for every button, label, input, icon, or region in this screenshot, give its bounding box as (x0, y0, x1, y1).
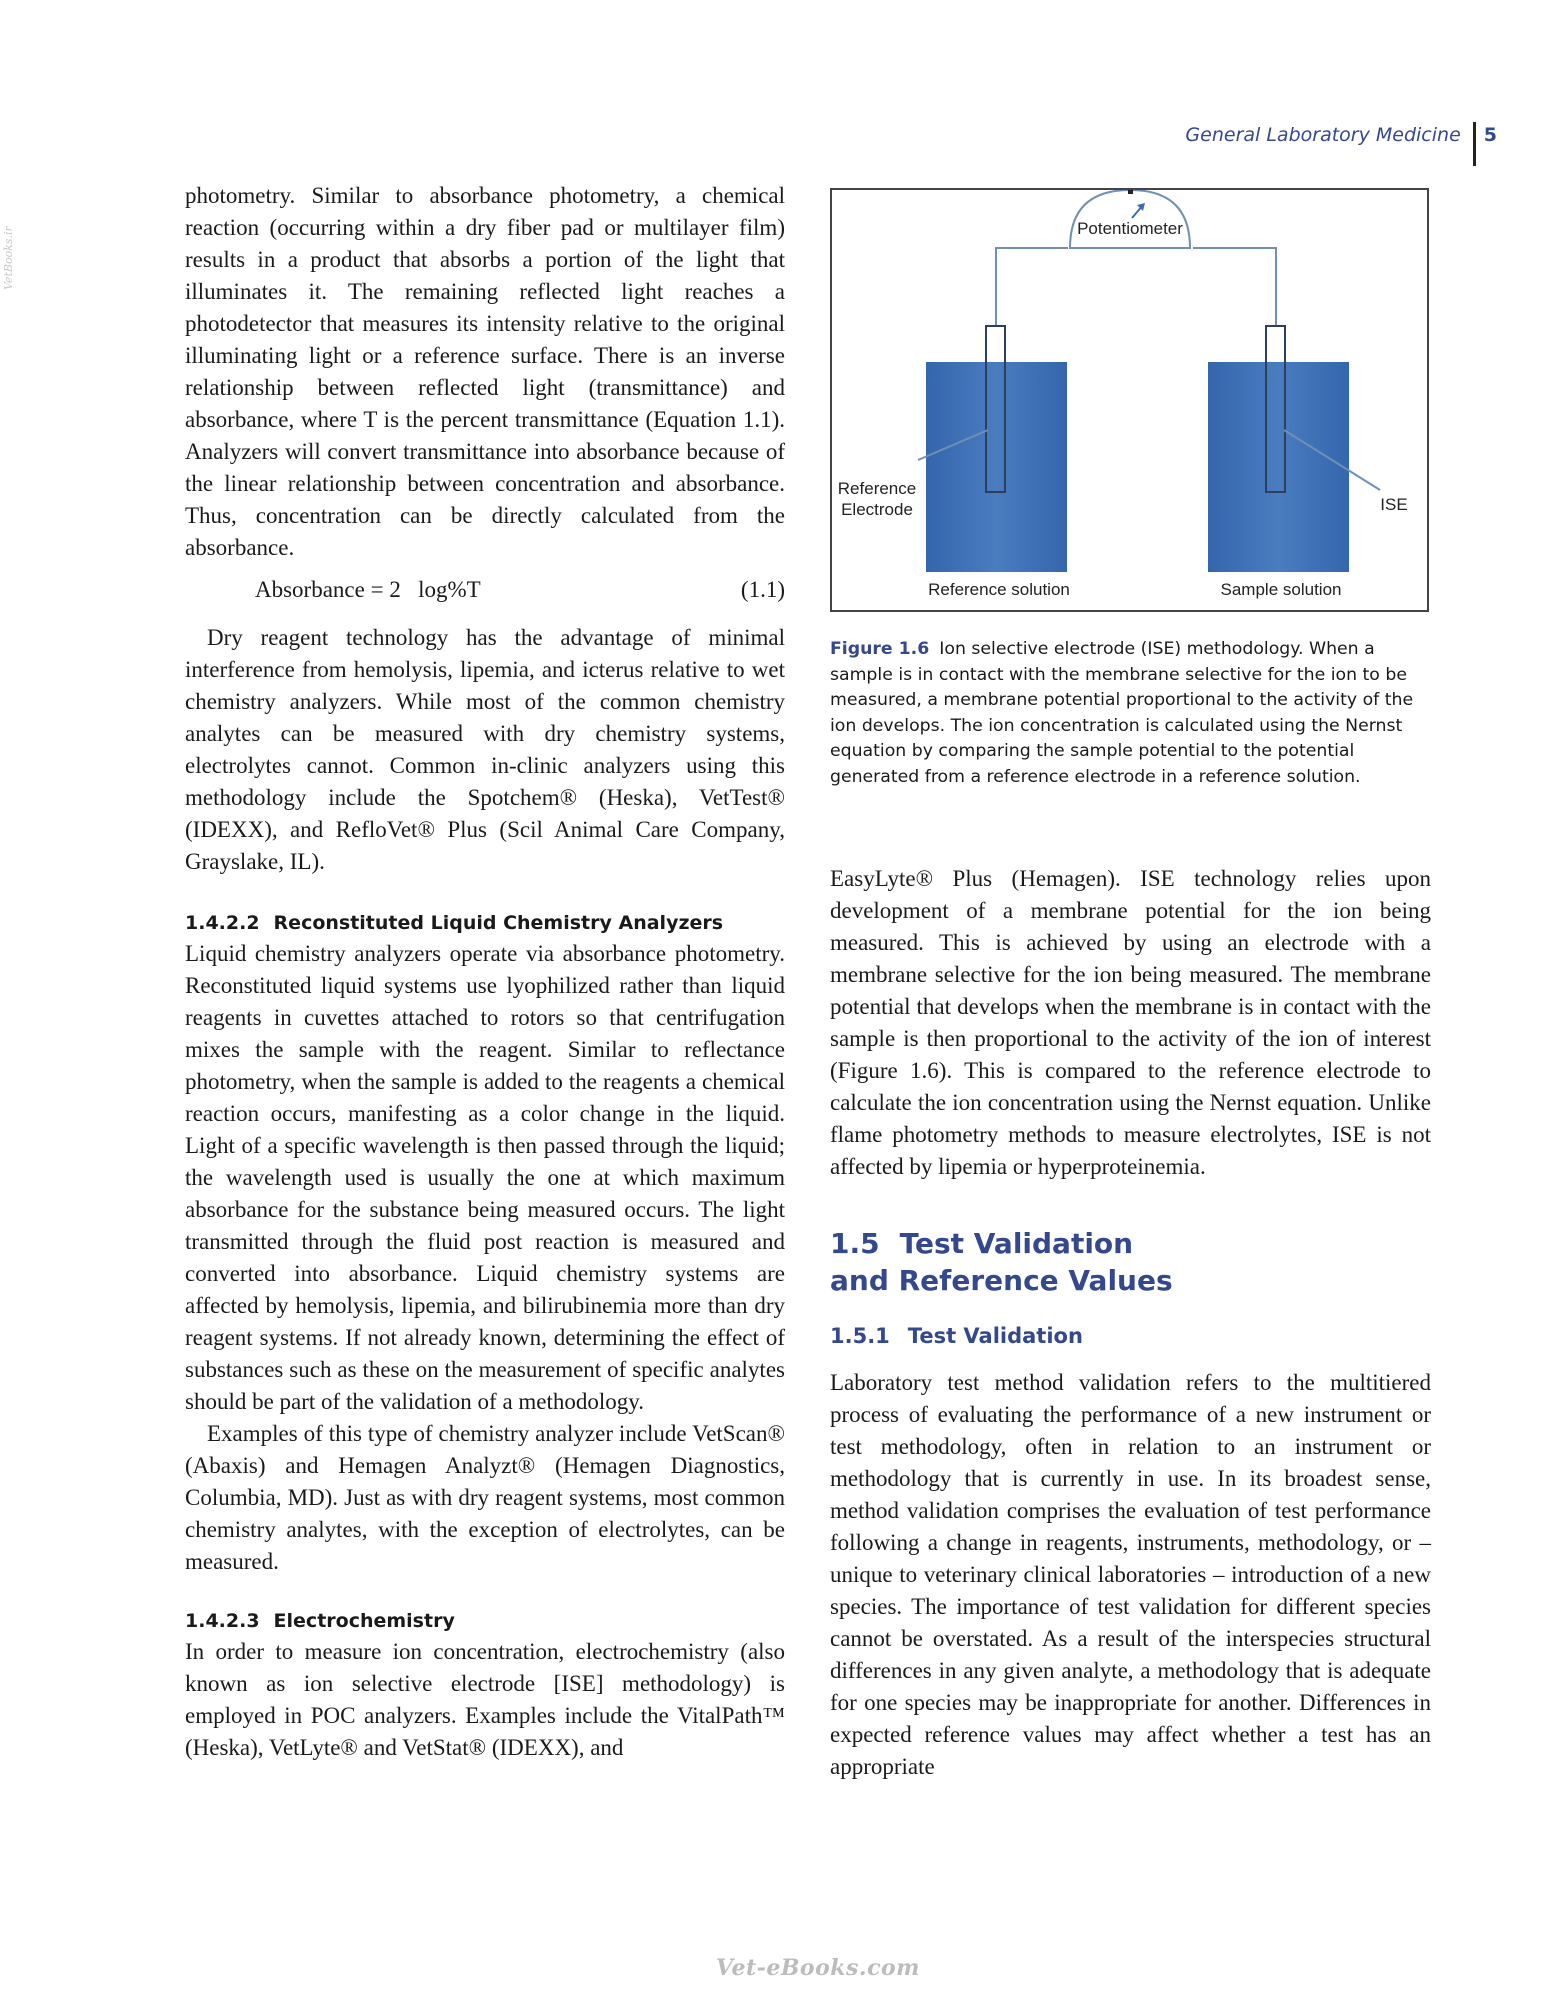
heading-title: Reconstituted Liquid Chemistry Analyzers (273, 912, 724, 934)
wire-left (996, 248, 1068, 326)
footer-watermark-logo: Vet-eBooks.com (716, 1955, 920, 1981)
page-number: 5 (1483, 124, 1497, 146)
paragraph-reflectance: photometry. Similar to absorbance photometry, a chemical reaction (occurring within a dry fiber pad or multilayer film) results in a product that absorbs a portion of the light that illuminates it. The remaining reflected light reaches a photodetector that measures its intensity relative to the original illuminating light or a reference surface. There is an inverse relationship between reflected light (transmittance) and absorbance, where T is the percent transmittance (Equation 1.1). Analyzers will convert transmittance into absorbance because of the linear relationship between concentration and absorbance. Thus, concentration can be directly calculated from the absorbance. (185, 183, 785, 560)
subsection-title: Test Validation (907, 1324, 1083, 1348)
figure-caption-label: Figure 1.6 (830, 639, 930, 659)
left-column (185, 180, 785, 1764)
running-head (1185, 122, 1497, 168)
section-title-line2: and Reference Values (830, 1264, 1173, 1297)
side-watermark: VetBooks.ir (2, 226, 15, 290)
equation-number: (1.1) (740, 577, 785, 602)
subsection-title-1-5-1 (830, 1321, 1431, 1351)
paragraph-test-validation: Laboratory test method validation refers to the multitiered process of evaluating the performance of a new instrument or test methodology, often in relation to an instrument or methodology that is currently in use. In its broadest sense, method validation comprises the evaluation of test performance following a change in reagents, instruments, methodology, or – unique to veterinary clinical laboratories – introduction of a new species. The importance of test validation for different species cannot be overstated. As a result of the interspecies structural differences in any given analyte, a methodology that is adequate for one species may be inappropriate for another. Differences in expected reference values may affect whether a test has an appropriate (830, 1370, 1431, 1779)
figure-ise-diagram (830, 188, 1429, 612)
potentiometer-label: Potentiometer (1077, 219, 1183, 238)
reference-solution-container (926, 362, 1067, 572)
potentiometer-pin-icon (1128, 190, 1133, 194)
wire-right (1193, 248, 1276, 326)
heading-number: 1.4.2.3 (185, 1610, 260, 1632)
heading-title: Electrochemistry (273, 1610, 455, 1632)
figure-caption (830, 637, 1430, 790)
ise-label: ISE (1380, 495, 1408, 514)
paragraph-liquid-examples: Examples of this type of chemistry analyzer include VetScan® (Abaxis) and Hemagen Analyzt® (Hemagen Diagnostics, Columbia, MD). Just as with dry reagent systems, most common chemistry analytes, with the exception of electrolytes, can be measured. (185, 1421, 785, 1574)
sample-solution-label: Sample solution (1220, 580, 1342, 599)
sample-solution-container (1208, 362, 1349, 572)
heading-1-4-2-3 (185, 1606, 785, 1636)
paragraph-electrochemistry: In order to measure ion concentration, electrochemistry (also known as ion selective electrode [ISE] methodology) is employed in POC analyzers. Examples include the VitalPath™ (Heska), VetLyte® and VetStat® (IDEXX), and (185, 1639, 785, 1760)
right-column (830, 863, 1431, 1783)
equation-1-1 (185, 574, 785, 606)
equation-text: Absorbance = 2 log%T (255, 577, 481, 602)
running-head-title: General Laboratory Medicine (1185, 124, 1461, 146)
section-number: 1.5 (830, 1227, 880, 1260)
paragraph-liquid-chemistry: Liquid chemistry analyzers operate via absorbance photometry. Reconstituted liquid systems use lyophilized rather than liquid reagents in cuvettes attached to rotors so that centrifugation mixes the sample with the reagent. Similar to reflectance photometry, when the sample is added to the reagents a chemical reaction occurs, manifesting as a color change in the liquid. Light of a specific wavelength is then passed through the liquid; the wavelength used is usually the one at which maximum absorbance for the substance being measured occurs. The light transmitted through the fluid post reaction is measured and converted into absorbance. Liquid chemistry systems are affected by hemolysis, lipemia, and bilirubinemia more than dry reagent systems. If not already known, determining the effect of substances such as these on the measurement of specific analytes should be part of the validation of a methodology. (185, 941, 785, 1414)
subsection-number: 1.5.1 (830, 1324, 890, 1348)
section-title-1-5 (830, 1225, 1431, 1299)
heading-number: 1.4.2.2 (185, 912, 260, 934)
reference-electrode-label-line2: Electrode (841, 500, 913, 519)
paragraph-dry-reagent: Dry reagent technology has the advantage of minimal interference from hemolysis, lipemia, and icterus relative to wet chemistry analyzers. While most of the common chemistry analytes can be measured with dry chemistry systems, electrolytes cannot. Common in-clinic analyzers using this methodology include the Spotchem® (Heska), VetTest® (IDEXX), and RefloVet® Plus (Scil Animal Care Company, Grayslake, IL). (185, 625, 785, 874)
ise-diagram-svg (832, 190, 1427, 610)
section-title-line1: Test Validation (899, 1227, 1134, 1260)
reference-electrode-label-line1: Reference (837, 479, 917, 498)
heading-1-4-2-2 (185, 908, 785, 938)
figure-caption-text: Ion selective electrode (ISE) methodology. When a sample is in contact with the membrane selective for the ion to be measured, a membrane potential proportional to the activity of the ion develops. The ion concentration is calculated using the Nernst equation by comparing the sample potential to the potential generated from a reference electrode in a reference solution. (830, 639, 1414, 787)
reference-solution-label: Reference solution (928, 580, 1070, 599)
paragraph-ise-technology: EasyLyte® Plus (Hemagen). ISE technology relies upon development of a membrane potential for the ion being measured. This is achieved by using an electrode with a membrane selective for the ion being measured. The membrane potential that develops when the membrane is in contact with the sample is then proportional to the activity of the ion of interest (Figure 1.6). This is compared to the reference electrode to calculate the ion concentration using the Nernst equation. Unlike flame photometry methods to measure electrolytes, ISE is not affected by lipemia or hyperproteinemia. (830, 866, 1431, 1179)
